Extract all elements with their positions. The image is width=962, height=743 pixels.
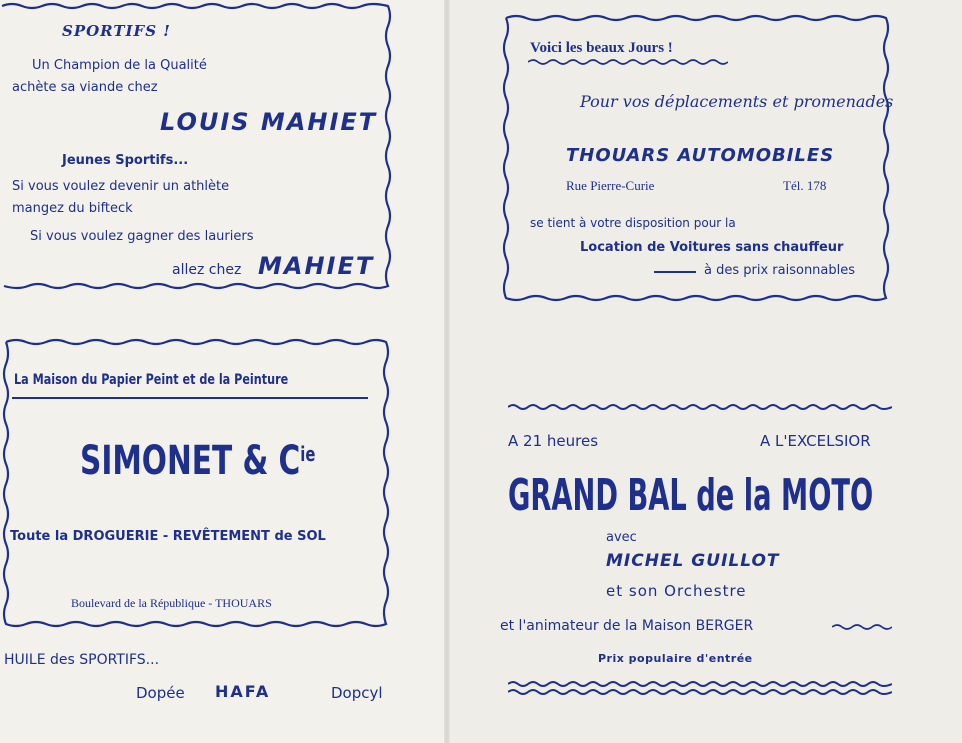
bal-bottom-border bbox=[508, 680, 892, 698]
huile-left: Dopée bbox=[136, 684, 185, 702]
bal-time: A 21 heures bbox=[508, 432, 599, 450]
thouars-heading: Voici les beaux Jours ! bbox=[530, 40, 673, 56]
thouars-slogan: Pour vos déplacements et promenades bbox=[580, 92, 894, 111]
bal-price: Prix populaire d'entrée bbox=[598, 652, 753, 665]
mahiet-name: LOUIS MAHIET bbox=[160, 108, 378, 136]
thouars-dash bbox=[654, 271, 696, 273]
bal-title-wrap bbox=[508, 470, 962, 521]
simonet-name-wrap bbox=[80, 438, 398, 484]
simonet-products: Toute la DROGUERIE - REVÊTEMENT de SOL bbox=[10, 529, 326, 544]
mahiet-line1: Un Champion de la Qualité bbox=[32, 58, 207, 73]
bal-venue: A L'EXCELSIOR bbox=[760, 432, 871, 450]
simonet-rule bbox=[12, 397, 368, 399]
mahiet-heading: SPORTIFS ! bbox=[62, 22, 171, 40]
bal-title: GRAND BAL de la MOTO bbox=[508, 470, 874, 521]
thouars-line1: se tient à votre disposition pour la bbox=[530, 216, 736, 230]
thouars-name: THOUARS AUTOMOBILES bbox=[566, 145, 835, 166]
mahiet-line6-prefix: allez chez bbox=[172, 262, 242, 278]
simonet-header bbox=[14, 372, 357, 388]
simonet-header-text: La Maison du Papier Peint et de la Peinture bbox=[14, 372, 289, 388]
simonet-name-sup: ie bbox=[300, 442, 316, 466]
huile-right: Dopcyl bbox=[331, 684, 383, 702]
mahiet-border bbox=[0, 0, 395, 292]
simonet-name: SIMONET & C bbox=[80, 438, 301, 484]
mahiet-line5: Si vous voulez gagner des lauriers bbox=[30, 229, 254, 244]
bal-top-border bbox=[508, 402, 892, 412]
mahiet-line3: Si vous voulez devenir un athlète bbox=[12, 179, 230, 194]
thouars-phone: Tél. 178 bbox=[783, 178, 827, 193]
thouars-line2: Location de Voitures sans chauffeur bbox=[580, 240, 844, 255]
bal-orchestra: et son Orchestre bbox=[606, 582, 747, 600]
thouars-address: Rue Pierre-Curie bbox=[566, 178, 655, 193]
huile-brand: HAFA bbox=[215, 682, 271, 701]
mahiet-line2: achète sa viande chez bbox=[12, 80, 158, 95]
mahiet-line6-name: MAHIET bbox=[258, 252, 375, 280]
bal-artist: MICHEL GUILLOT bbox=[606, 551, 780, 571]
bal-avec: avec bbox=[606, 530, 637, 545]
mahiet-sub: Jeunes Sportifs... bbox=[62, 153, 189, 168]
page-fold bbox=[444, 0, 450, 743]
huile-heading: HUILE des SPORTIFS... bbox=[4, 652, 160, 668]
bal-animator-wave bbox=[832, 623, 892, 631]
bal-animator: et l'animateur de la Maison BERGER bbox=[500, 618, 754, 634]
thouars-heading-underline bbox=[528, 58, 728, 66]
thouars-line3: à des prix raisonnables bbox=[704, 263, 856, 278]
simonet-address: Boulevard de la République - THOUARS bbox=[71, 596, 272, 610]
mahiet-line4: mangez du bifteck bbox=[12, 201, 133, 216]
simonet-name-cond bbox=[80, 438, 315, 484]
